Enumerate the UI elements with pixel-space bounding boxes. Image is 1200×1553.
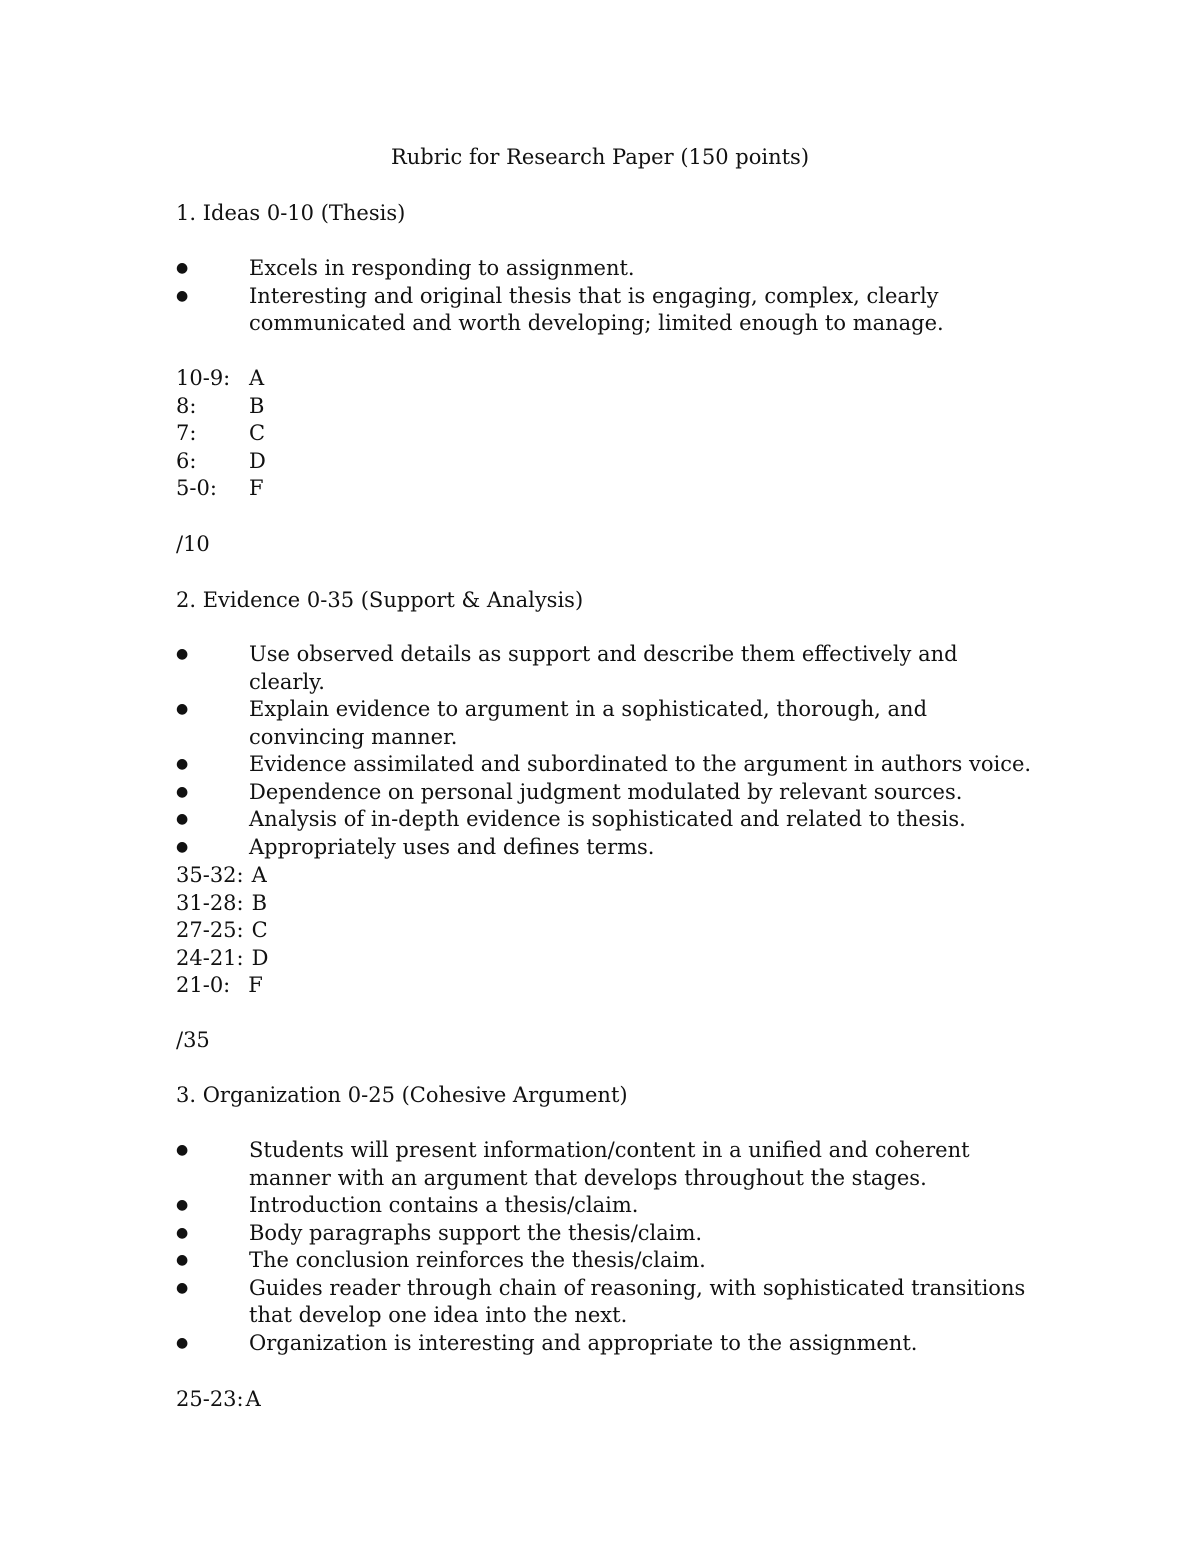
grade-scale-organization — [176, 1386, 261, 1414]
grade-row: 6: D — [176, 448, 266, 473]
bullet-list-evidence — [176, 641, 1036, 861]
bullet-icon: ● — [176, 838, 189, 855]
bullet-list-organization — [176, 1137, 1036, 1357]
list-item: ● Excels in responding to assignment. — [176, 255, 956, 283]
list-item: ● Body paragraphs support the thesis/claim. — [176, 1220, 1036, 1248]
score-evidence: /35 — [176, 1028, 210, 1052]
list-item: ● Explain evidence to argument in a sophisticated, thorough, and convincing manner. — [176, 697, 928, 749]
bullet-icon: ● — [176, 811, 189, 827]
list-item: ● Dependence on personal judgment modulated by relevant sources. — [176, 779, 1036, 807]
grade-scale-evidence — [176, 862, 268, 1000]
bullet-icon: ● — [176, 756, 189, 772]
bullet-icon: ● — [176, 260, 189, 276]
bullet-icon: ● — [176, 1142, 189, 1158]
grade-row: 7: C — [176, 421, 266, 445]
list-item: ● Organization is interesting and appropriate to the assignment. — [176, 1330, 1036, 1358]
page-title: Rubric for Research Paper (150 points) — [390, 145, 810, 169]
grade-row: 24-21: D — [176, 945, 269, 970]
list-item: ● Students will present information/content in a unified and coherent manner with an argument that develops throughout the stages. — [176, 1138, 970, 1190]
section-heading-organization: 3. Organization 0-25 (Cohesive Argument) — [176, 1083, 628, 1107]
list-item: ● Evidence assimilated and subordinated to the argument in authors voice. — [176, 751, 1036, 779]
grade-row: 35-32: A — [176, 863, 267, 887]
score-ideas: /10 — [176, 532, 210, 556]
bullet-list-ideas — [176, 255, 956, 338]
list-item: ● Use observed details as support and describe them effectively and clearly. — [176, 642, 958, 694]
list-item: ● Interesting and original thesis that is engaging, complex, clearly communicated and worth developing; limited enough to manage. — [176, 283, 944, 335]
bullet-icon: ● — [176, 783, 189, 800]
section-heading-evidence: 2. Evidence 0-35 (Support & Analysis) — [176, 588, 584, 612]
grade-scale-ideas — [176, 365, 266, 503]
grade-row: 27-25: C — [176, 918, 268, 942]
list-item: ● Appropriately uses and defines terms. — [176, 834, 1036, 862]
grade-row: 10-9: A — [176, 366, 265, 390]
bullet-icon: ● — [176, 1224, 189, 1241]
grade-row: 21-0: F — [176, 973, 263, 997]
grade-row: 25-23: A — [176, 1387, 261, 1411]
list-item: ● The conclusion reinforces the thesis/claim. — [176, 1247, 1036, 1275]
bullet-icon: ● — [176, 701, 189, 717]
bullet-icon: ● — [176, 1279, 189, 1296]
bullet-icon: ● — [176, 287, 189, 304]
bullet-icon: ● — [176, 1334, 189, 1351]
grade-row: 8: B — [176, 393, 265, 418]
list-item: ● Analysis of in-depth evidence is sophisticated and related to thesis. — [176, 806, 1036, 834]
list-item: ● Guides reader through chain of reasoning, with sophisticated transitions that develop one idea into the next. — [176, 1275, 1026, 1327]
bullet-icon: ● — [176, 1252, 189, 1268]
grade-row: 31-28: B — [176, 890, 268, 915]
section-heading-ideas: 1. Ideas 0-10 (Thesis) — [176, 201, 406, 225]
grade-row: 5-0: F — [176, 476, 264, 500]
bullet-icon: ● — [176, 646, 189, 662]
bullet-icon: ● — [176, 1197, 189, 1213]
list-item: ● Introduction contains a thesis/claim. — [176, 1192, 1036, 1220]
